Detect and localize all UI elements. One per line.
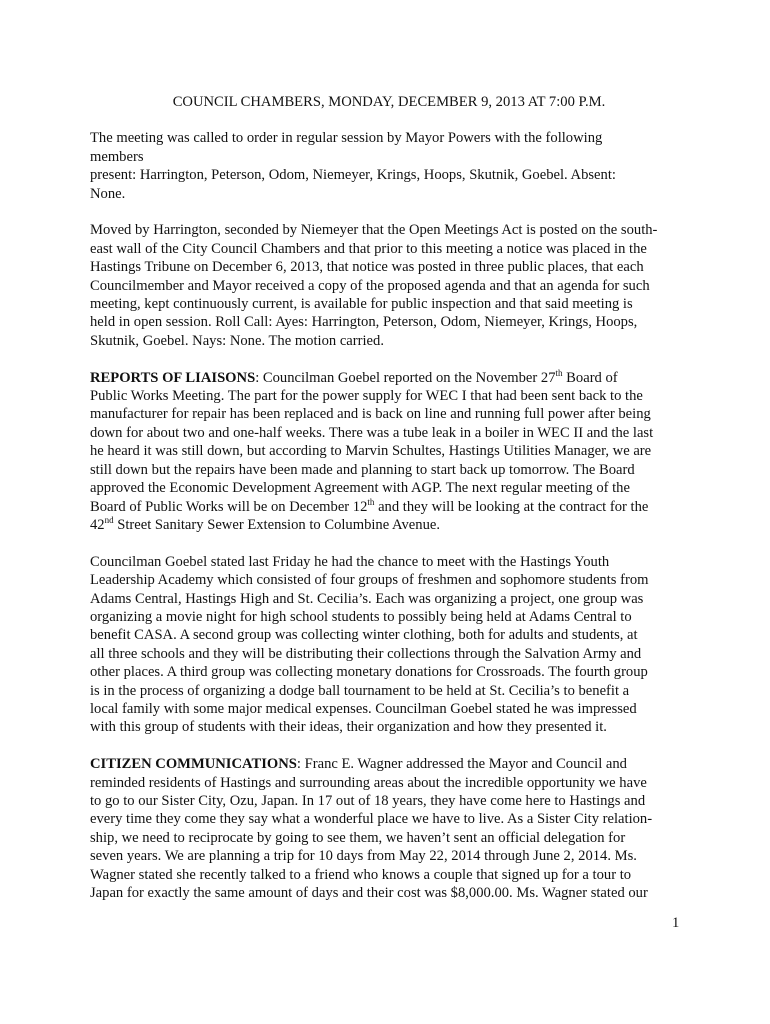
text-line: Adams Central, Hastings High and St. Cecilia’s. Each was organizing a project, one group was bbox=[90, 590, 644, 607]
text-line: organizing a movie night for high school students to possibly being held at Adams Central to bbox=[90, 608, 632, 625]
roll-call-paragraph bbox=[90, 129, 688, 203]
text-line: seven years. We are planning a trip for 10 days from May 22, 2014 through June 2, 2014. Ms. bbox=[90, 848, 637, 865]
text-line: every time they come they say what a wonderful place we have to live. As a Sister City relation- bbox=[90, 811, 653, 828]
text-line: ship, we need to reciprocate by going to see them, we haven’t sent an official delegation for bbox=[90, 829, 626, 846]
youth-academy-paragraph bbox=[90, 553, 688, 737]
text-line: Japan for exactly the same amount of days and their cost was $8,000.00. Ms. Wagner stated our bbox=[90, 885, 648, 901]
ordinal-suffix: th bbox=[367, 496, 375, 507]
text-line: approved the Economic Development Agreement with AGP. The next regular meeting of the bbox=[90, 480, 630, 497]
text-line: Councilmember and Mayor received a copy of the proposed agenda and that an agenda for such bbox=[90, 277, 650, 294]
text-line bbox=[90, 498, 688, 516]
text-line: all three schools and they will be distributing their collections through the Salvation Army and bbox=[90, 645, 642, 662]
text-line bbox=[90, 516, 688, 534]
text-fragment: Street Sanitary Sewer Extension to Columbine Avenue. bbox=[113, 516, 440, 533]
text-line: Hastings Tribune on December 6, 2013, that notice was posted in three public places, that each bbox=[90, 259, 644, 276]
text-line: down for about two and one-half weeks. There was a tube leak in a boiler in WEC II and the last bbox=[90, 424, 654, 441]
ordinal-suffix: th bbox=[555, 367, 563, 378]
text-line: manufacturer for repair has been replaced and is back on line and running full power after being bbox=[90, 406, 651, 423]
text-line: still down but the repairs have been made and planning to start back up tomorrow. The Board bbox=[90, 461, 635, 478]
text-line: held in open session. Roll Call: Ayes: Harrington, Peterson, Odom, Niemeyer, Krings, Hoops, bbox=[90, 314, 638, 331]
section-heading-liaisons: REPORTS OF LIAISONS bbox=[90, 369, 256, 386]
text-line: benefit CASA. A second group was collecting winter clothing, both for adults and students, at bbox=[90, 627, 638, 644]
text-line: present: Harrington, Peterson, Odom, Niemeyer, Krings, Hoops, Skutnik, Goebel. Absent: bbox=[90, 167, 616, 184]
text-line: he heard it was still down, but according to Marvin Schultes, Hastings Utilities Manager, we are bbox=[90, 443, 652, 460]
liaisons-report-paragraph bbox=[90, 369, 688, 535]
text-line: Skutnik, Goebel. Nays: None. The motion carried. bbox=[90, 332, 384, 349]
text-fragment: and they will be looking at the contract for the bbox=[374, 498, 649, 515]
text-fragment: : Councilman Goebel reported on the November 27 bbox=[255, 369, 556, 386]
text-line: members bbox=[90, 148, 144, 165]
text-line: reminded residents of Hastings and surrounding areas about the incredible opportunity we have bbox=[90, 774, 647, 791]
text-line: with this group of students with their ideas, their organization and how they presented it. bbox=[90, 719, 607, 736]
ordinal-suffix: nd bbox=[104, 514, 114, 525]
text-line: is in the process of organizing a dodge ball tournament to be held at St. Cecilia’s to benefit a bbox=[90, 682, 630, 699]
text-fragment: : Franc E. Wagner addressed the Mayor and Council and bbox=[296, 756, 627, 773]
meeting-heading: COUNCIL CHAMBERS, MONDAY, DECEMBER 9, 2013 AT 7:00 P.M. bbox=[172, 94, 606, 110]
citizen-communications-paragraph bbox=[90, 755, 688, 902]
text-line bbox=[90, 755, 688, 773]
text-line: east wall of the City Council Chambers and that prior to this meeting a notice was placed in the bbox=[90, 240, 647, 257]
text-line: meeting, kept continuously current, is available for public inspection and that said meeting is bbox=[90, 296, 633, 313]
text-line: None. bbox=[90, 185, 126, 202]
text-fragment: Board of Public Works will be on December 12 bbox=[90, 498, 368, 515]
text-line: Public Works Meeting. The part for the power supply for WEC I that had been sent back to the bbox=[90, 388, 643, 405]
text-fragment: 42 bbox=[90, 516, 105, 533]
section-heading-citizen: CITIZEN COMMUNICATIONS bbox=[90, 756, 297, 773]
text-line: other places. A third group was collecting monetary donations for Crossroads. The fourth group bbox=[90, 664, 648, 681]
text-fragment: Board of bbox=[562, 369, 618, 386]
text-line: local family with some major medical expenses. Councilman Goebel stated he was impressed bbox=[90, 700, 637, 717]
text-line bbox=[90, 369, 688, 387]
text-line: Councilman Goebel stated last Friday he had the chance to meet with the Hastings Youth bbox=[90, 553, 610, 570]
open-meetings-motion-paragraph bbox=[90, 221, 688, 350]
text-line: The meeting was called to order in regular session by Mayor Powers with the following bbox=[90, 130, 603, 147]
text-line: to go to our Sister City, Ozu, Japan. In 17 out of 18 years, they have come here to Hastings and bbox=[90, 792, 646, 809]
text-line: Wagner stated she recently talked to a friend who knows a couple that signed up for a tour to bbox=[90, 866, 632, 883]
page-number: 1 bbox=[672, 915, 680, 931]
text-line: Leadership Academy which consisted of four groups of freshmen and sophomore students from bbox=[90, 572, 649, 589]
document-page bbox=[90, 93, 688, 921]
text-line: Moved by Harrington, seconded by Niemeyer that the Open Meetings Act is posted on the south- bbox=[90, 222, 658, 239]
